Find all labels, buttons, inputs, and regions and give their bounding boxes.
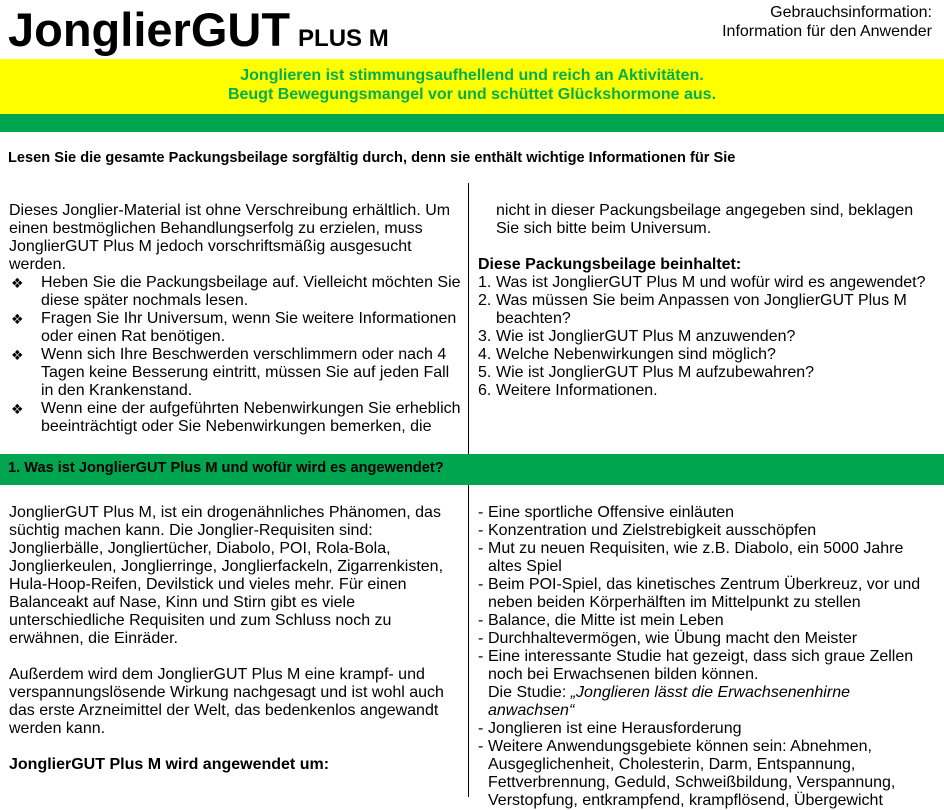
intro-notice: Lesen Sie die gesamte Packungsbeilage sorgfältig durch, denn sie enthält wichtige Informationen für Sie (8, 150, 736, 166)
section-1-title: 1. Was ist JonglierGUT Plus M und wofür wird es angewendet? (8, 460, 444, 476)
list-item: - Mut zu neuen Requisiten, wie z.B. Diabolo, ein 5000 Jahre altes Spiel (478, 540, 904, 575)
study-title: „Jonglieren lässt die Erwachsenenhirne anwachsen“ (488, 684, 850, 719)
info-line-1: Gebrauchsinformation: (770, 4, 932, 21)
list-item: ❖ Heben Sie die Packungsbeilage auf. Vielleicht möchten Sie diese später nochmals lesen. (11, 274, 461, 309)
left-column-section-1 (9, 504, 461, 774)
right-column-section-1 (478, 504, 940, 810)
list-item: - Durchhaltevermögen, wie Übung macht den Meister (478, 630, 858, 647)
bullet-icon: ❖ (11, 347, 24, 363)
brand-name: JonglierGUT (8, 3, 291, 56)
list-item: - Beim POI-Spiel, das kinetisches Zentrum Überkreuz, vor und neben beiden Körperhälften im Mittelpunkt zu stellen (478, 576, 921, 611)
advice-list (9, 274, 461, 436)
column-divider-bottom (468, 485, 469, 797)
brand-suffix: PLUS M (298, 25, 389, 52)
slogan-line-2: Beugt Bewegungsmangel vor und schüttet Glückshormone aus. (227, 86, 717, 103)
brand-title (8, 4, 389, 65)
usage-heading: JonglierGUT Plus M wird angewendet um: (9, 756, 330, 773)
bullet-icon: ❖ (11, 275, 24, 291)
study-reference: Die Studie: „Jonglieren lässt die Erwachsenenhirne anwachsen“ (488, 684, 850, 719)
list-item: - Jonglieren ist eine Herausforderung (478, 720, 742, 737)
advice-continuation: nicht in dieser Packungsbeilage angegeben sind, beklagen Sie sich bitte beim Universum. (496, 202, 914, 237)
list-item: 1. Was ist JonglierGUT Plus M und wofür wird es angewendet? (478, 274, 926, 291)
list-item: 2. Was müssen Sie beim Anpassen von JonglierGUT Plus M beachten? (478, 292, 907, 327)
list-item: 4. Welche Nebenwirkungen sind möglich? (478, 346, 776, 363)
header-divider-bar (0, 114, 944, 132)
list-item: - Konzentration und Zielstrebigkeit ausschöpfen (478, 522, 817, 539)
list-item: 3. Wie ist JonglierGUT Plus M anzuwenden? (478, 328, 796, 345)
column-divider-top (468, 183, 469, 454)
list-item: ❖ Fragen Sie Ihr Universum, wenn Sie weitere Informationen oder einen Rat benötigen. (11, 310, 457, 345)
list-item: ❖ Wenn eine der aufgeführten Nebenwirkungen Sie erheblich beeinträchtigt oder Sie Nebenwirkungen bemerken, die (11, 400, 461, 435)
slogan-text (0, 66, 944, 104)
contents-heading: Diese Packungsbeilage beinhaltet: (478, 256, 742, 273)
effect-paragraph: Außerdem wird dem JonglierGUT Plus M eine krampf- und verspannungslösende Wirkung nachgesagt und ist wohl auch das erste Arzneimittel der Welt, das bedenkenlos angewandt werden kann. (9, 666, 444, 737)
contents-list (478, 274, 938, 400)
slogan-line-1: Jonglieren ist stimmungsaufhellend und reich an Aktivitäten. (240, 67, 704, 84)
list-item: - Weitere Anwendungsgebiete können sein: Abnehmen, Ausgeglichenheit, Cholesterin, Darm, Entspannung, Fettverbrennung, Geduld, Schweißbildung, Verspannung, Verstopfung, entkrampfend, krampflösend, Übergewicht (478, 738, 896, 809)
list-item: - Eine sportliche Offensive einläuten (478, 504, 735, 521)
list-item: 5. Wie ist JonglierGUT Plus M aufzubewahren? (478, 364, 815, 381)
bullet-icon: ❖ (11, 311, 24, 327)
bullet-icon: ❖ (11, 401, 24, 417)
left-column-top (9, 202, 461, 436)
intro-paragraph: Dieses Jonglier-Material ist ohne Verschreibung erhältlich. Um einen bestmöglichen Behandlungserfolg zu erzielen, muss JonglierGUT Plus M jedoch vorschriftsmäßig ausgesucht werden. (9, 202, 451, 273)
list-item: - Eine interessante Studie hat gezeigt, dass sich graue Zellen noch bei Erwachsenen bilden können. (478, 648, 914, 683)
description-paragraph: JonglierGUT Plus M, ist ein drogenähnliches Phänomen, das süchtig machen kann. Die Jonglier-Requisiten sind: Jonglierbälle, Jongliertücher, Diabolo, POI, Rola-Bola, Jonglierkeulen, Jonglierringe, Jonglierfackeln, Zigarrenkisten, Hula-Hoop-Reifen, Devilstick und vieles mehr. Für einen Balanceakt auf Nase, Kinn und Stirn gibt es viele unterschiedliche Requisiten und zum Schluss noch zu erwähnen, die Einräder. (9, 504, 444, 647)
info-line-2: Information für den Anwender (722, 23, 932, 40)
list-item: - Balance, die Mitte ist mein Leben (478, 612, 724, 629)
list-item: 6. Weitere Informationen. (478, 382, 658, 399)
document-type-label (722, 3, 932, 41)
right-column-top (478, 202, 938, 400)
usage-list (478, 504, 940, 810)
list-item: ❖ Wenn sich Ihre Beschwerden verschlimmern oder nach 4 Tagen keine Besserung eintritt, müssen Sie auf jeden Fall in den Krankenstand. (11, 346, 450, 399)
